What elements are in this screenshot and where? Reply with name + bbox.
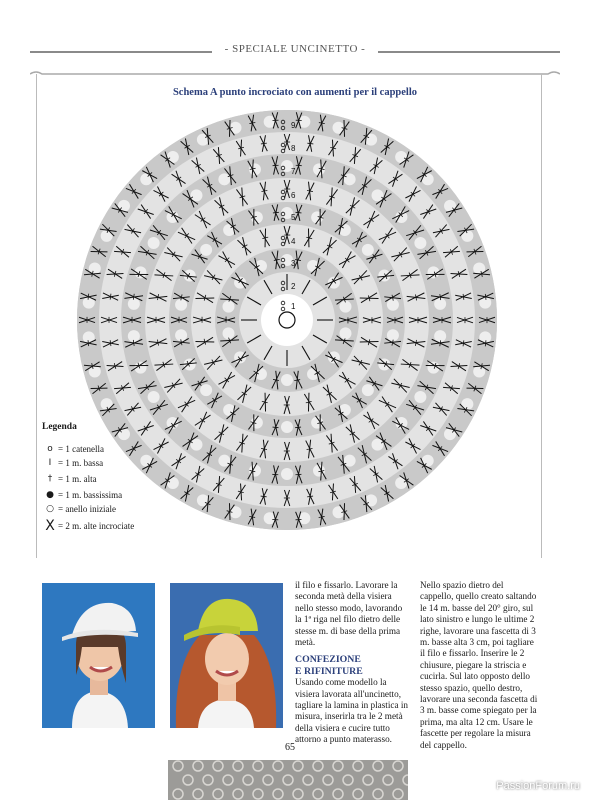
legend-heading: Legenda: [42, 422, 77, 432]
paragraph: Usando come modello la visiera lavorata all'uncinetto, tagliare la lamina in plastica in misura, inserirla tra le 2 metà della visiera e cucire tutto attorno a punto materasso.: [295, 677, 409, 745]
chain-icon: o: [47, 444, 53, 454]
section-heading: CONFEZIONE: [295, 654, 361, 666]
header-rule-left: [30, 51, 212, 53]
paragraph: il filo e fissarlo. Lavorare la seconda metà della visiera nello stesso modo, lavorando la 1ª riga nel filo dietro delle stesse m. di base della prima metà.: [295, 580, 403, 648]
round-number: 1: [291, 302, 296, 311]
watermark: PassionForum.ru: [496, 780, 580, 792]
round-number: 7: [291, 167, 296, 176]
text-column-3: [420, 580, 538, 751]
round-number: 3: [291, 259, 296, 268]
legend-label: = 1 m. bassa: [58, 458, 104, 468]
legend-label: = 1 m. bassissima: [58, 490, 123, 500]
double-crochet-icon: †: [47, 474, 53, 484]
lace-texture: [168, 760, 408, 800]
legend-item: [42, 470, 182, 488]
slip-stitch-icon: ●: [46, 490, 54, 500]
photo-yellow-cap-illustration: [170, 583, 283, 728]
legend-label: = 1 catenella: [58, 444, 105, 454]
legend-label: = anello iniziale: [58, 504, 117, 514]
round-number: 5: [291, 213, 296, 222]
round-number: 2: [291, 282, 296, 291]
header-title: - SPECIALE UNCINETTO -: [224, 43, 366, 55]
crossed-double-icon: X: [45, 518, 55, 534]
page-number: 65: [285, 742, 295, 753]
section-heading: E RIFINITURE: [295, 665, 363, 677]
photo-yellow-cap: [170, 583, 283, 728]
photo-white-cap-illustration: [42, 583, 155, 728]
magic-ring-icon: ○: [46, 504, 54, 514]
legend-item: [42, 502, 182, 516]
legend-item: [42, 456, 182, 470]
legend-label: = 2 m. alte incrociate: [58, 521, 135, 531]
photo-white-cap: [42, 583, 155, 728]
legend-item: [42, 488, 182, 502]
lace-texture-strip: [168, 760, 408, 800]
legend-item: [42, 442, 182, 456]
legend-item: [42, 516, 182, 536]
header-rule-right: [378, 51, 560, 53]
paragraph: Nello spazio dietro del cappello, quello creato saltando le 14 m. basse del 20° giro, sul lato sinistro e lungo le ultime 2 righe, lavorare una fascetta di 3 m. basse alta 3 cm, poi tagliare il filo e fissarlo. Inserire le 2 chiusure, piegare la striscia e cucirla. Sul lato opposto dello stesso spazio, quello destro, lavorare una seconda fascetta di 3 m. basse come spiegato per la prima, ma alta 12 cm. Usare le fascette per regolare la misura del cappello.: [420, 580, 538, 750]
legend: [42, 422, 182, 536]
round-number: 8: [291, 144, 296, 153]
round-number: 6: [291, 191, 296, 200]
page-header: [0, 40, 590, 64]
round-number: 4: [291, 237, 296, 246]
round-number: 9: [291, 121, 296, 130]
text-column-2: [295, 580, 410, 746]
scheme-title: Schema A punto incrociato con aumenti per il cappello: [172, 87, 418, 98]
legend-label: = 1 m. alta: [58, 474, 97, 484]
single-crochet-icon: I: [48, 458, 52, 468]
